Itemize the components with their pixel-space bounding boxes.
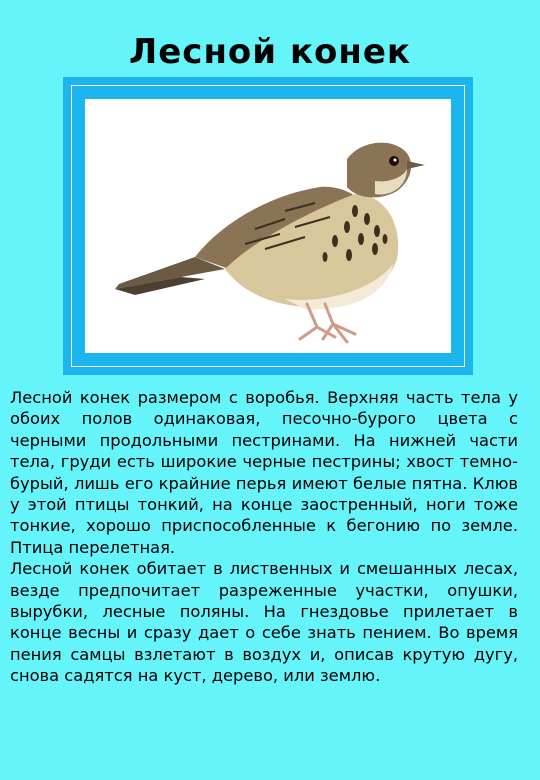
picture-area: [85, 99, 451, 353]
bird-beak: [407, 161, 425, 169]
page-title: Лесной конек: [128, 32, 412, 72]
description-text: [10, 387, 518, 687]
picture-frame: [63, 77, 473, 375]
paragraph-appearance: Лесной конек размером с воробья. Верхняя часть тела у обоих полов одинаковая, песочно-бурого цвета с черными продольными пестринами. На нижней части тела, груди есть широкие черные пестрины; хвост темно-бурый, лишь его крайние перья имеют белые пятна. Клюв у этой птицы тонкий, на конце заостренный, ноги тоже тонкие, хорошо приспособленные к бегонию по земле. Птица перелетная.: [10, 388, 518, 557]
paragraph-habitat: Лесной конек обитает в лиственных и смешанных лесах, везде предпочитает разреженные участки, опушки, вырубки, лесные поляны. На гнездовье прилетает в конце весны и сразу дает о себе знать пением. Во время пения самцы взлетают в воздух и, описав крутую дугу, снова садятся на куст, дерево, или землю.: [10, 559, 518, 686]
bird-legs: [300, 304, 355, 342]
bird-illustration: [85, 99, 451, 353]
